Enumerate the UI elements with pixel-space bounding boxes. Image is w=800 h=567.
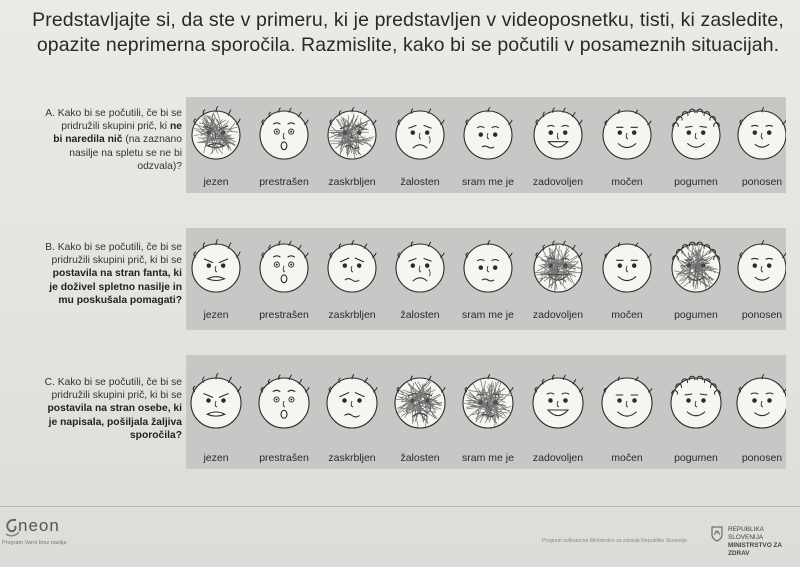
question-b-text: pridružili skupini prič, ki bi se: [51, 255, 182, 267]
row-a-faces: [186, 97, 786, 193]
face-ashamed-icon: [463, 374, 513, 428]
emotion-label: prestrašen: [259, 176, 309, 188]
emotion-label: prestrašen: [259, 309, 309, 321]
emotion-label: močen: [611, 309, 643, 321]
face-strong-icon: [602, 377, 652, 428]
question-b: [4, 241, 182, 307]
emotion-label: sram me je: [462, 176, 514, 188]
emotion-label: pogumen: [674, 176, 718, 188]
question-c-bold-text: postavila na stran osebe, ki: [47, 403, 182, 415]
question-b-line: [4, 254, 182, 267]
face-proud-icon: [738, 240, 786, 292]
logo-subtitle: Program Varni brez nasilja: [2, 540, 67, 546]
question-c-bold-text: je napisala, pošiljala žaljiva: [48, 416, 182, 428]
face-angry-icon: [191, 373, 241, 428]
question-b-line: [4, 294, 182, 307]
emotion-label: jezen: [203, 176, 229, 188]
question-c-text: C. Kako bi se počutili, če bi se: [44, 377, 182, 388]
question-b-bold-text: postavila na stran fanta, ki: [52, 268, 182, 280]
emotion-label: močen: [611, 452, 643, 464]
emotion-label: sram me je: [462, 309, 514, 321]
question-c-text: pridružili skupini prič, ki bi se: [51, 390, 182, 402]
question-a: [4, 107, 182, 173]
question-b-line: [4, 241, 182, 254]
question-b-bold-text: je doživel spletno nasilje in: [49, 281, 182, 293]
emotion-label: žalosten: [400, 176, 440, 188]
title-line-2: opazite neprimerna sporočila. Razmislite, kako bi se počutili v posameznih situacijah.: [36, 34, 780, 56]
question-a-line: [4, 160, 182, 173]
question-c: [4, 376, 182, 442]
question-a-text: (na zaznano: [122, 134, 182, 146]
face-worried-icon: [328, 107, 376, 159]
face-worried-icon: [327, 374, 377, 428]
emotion-label: zadovoljen: [532, 309, 584, 321]
face-angry-icon: [192, 106, 240, 159]
face-scared-icon: [259, 375, 309, 428]
face-strong-icon: [603, 243, 651, 292]
emotion-label: zadovoljen: [532, 452, 584, 464]
footer-divider: [0, 506, 800, 507]
face-angry-icon: [192, 239, 240, 292]
face-content-icon: [534, 241, 582, 292]
question-b-bold-text: mu poskušala pomagati?: [58, 294, 182, 306]
face-ashamed-icon: [464, 240, 512, 292]
question-a-text: nasilje na spletu se ne bi: [69, 147, 182, 159]
question-c-line: [4, 429, 182, 442]
emotion-label: ponosen: [741, 309, 783, 321]
emotion-label: jezen: [203, 452, 229, 464]
question-a-text: odzvala)?: [137, 160, 182, 172]
question-c-line: [4, 389, 182, 402]
ministry-label: [728, 526, 800, 558]
emotion-label: sram me je: [462, 452, 514, 464]
face-brave-icon: [672, 109, 720, 159]
slovenia-crest-icon: [711, 526, 723, 542]
emotion-label: zaskrbljen: [328, 176, 376, 188]
face-proud-icon: [737, 374, 786, 428]
emotion-label: jezen: [203, 309, 229, 321]
face-scared-icon: [260, 108, 308, 159]
question-a-line: [4, 133, 182, 146]
question-b-line: [4, 281, 182, 294]
page-title: [28, 8, 788, 58]
question-a-bold-text: bi naredila nič: [53, 134, 123, 146]
row-b-faces: [186, 228, 786, 330]
face-sad-icon: [396, 109, 444, 159]
emotion-label: žalosten: [400, 452, 440, 464]
face-sad-icon: [395, 376, 445, 428]
question-c-line: [4, 376, 182, 389]
funding-note: Program sofinancira Ministrstvo za zdravje Republike Slovenije.: [542, 538, 689, 544]
question-a-text: pridružili skupini prič, ki: [61, 121, 170, 133]
face-ashamed-icon: [464, 107, 512, 159]
question-c-line: [4, 402, 182, 415]
row-c-faces: [186, 355, 786, 469]
emotion-label: ponosen: [741, 452, 783, 464]
neon-logo: [2, 514, 132, 554]
ministry-line-2: MINISTRSTVO ZA ZDRAV: [728, 542, 782, 557]
face-content-icon: [534, 108, 582, 159]
question-c-line: [4, 416, 182, 429]
face-sad-icon: [396, 242, 444, 292]
emotion-label: zadovoljen: [532, 176, 584, 188]
emotion-label: žalosten: [400, 309, 440, 321]
emotion-label: ponosen: [741, 176, 783, 188]
face-proud-icon: [738, 107, 786, 159]
emotion-label: prestrašen: [259, 452, 309, 464]
emotion-label: pogumen: [674, 452, 718, 464]
emotion-label: pogumen: [674, 309, 718, 321]
face-scared-icon: [260, 241, 308, 292]
logo-word: neon: [18, 516, 60, 535]
question-a-bold-text: ne: [169, 121, 182, 133]
question-a-text: A. Kako bi se počutili, če bi se: [45, 108, 182, 119]
face-strong-icon: [603, 110, 651, 159]
face-content-icon: [533, 375, 583, 428]
question-b-line: [4, 267, 182, 280]
emotion-label: močen: [611, 176, 643, 188]
emotion-label: zaskrbljen: [328, 452, 376, 464]
question-a-line: [4, 107, 182, 120]
title-line-1: Predstavljajte si, da ste v primeru, ki je predstavljen v videoposnetku, tisti, ki zasledite,: [32, 9, 784, 31]
face-worried-icon: [328, 240, 376, 292]
question-a-line: [4, 147, 182, 160]
face-brave-icon: [672, 242, 720, 292]
face-brave-icon: [671, 376, 721, 428]
emotion-label: zaskrbljen: [328, 309, 376, 321]
ministry-line-1: REPUBLIKA SLOVENIJA: [728, 526, 764, 541]
question-c-bold-text: sporočila?: [129, 429, 182, 441]
question-b-text: B. Kako bi se počutili, če bi se: [45, 242, 182, 253]
question-a-line: [4, 120, 182, 133]
